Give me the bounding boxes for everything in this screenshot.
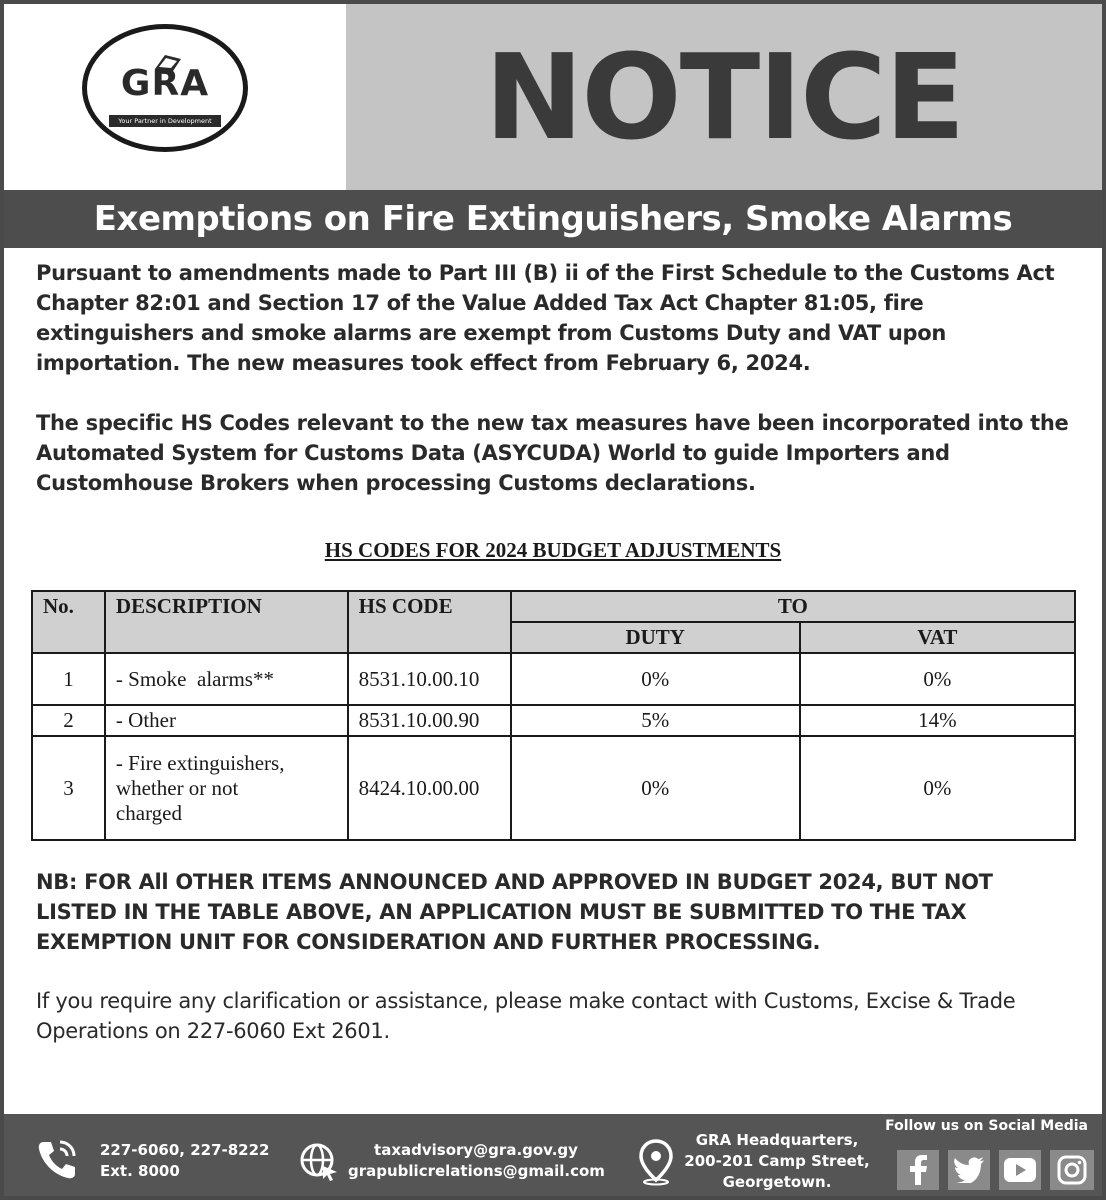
address-line: 200-201 Camp Street, (684, 1152, 870, 1170)
table-row (32, 705, 1075, 736)
youtube-icon[interactable] (999, 1150, 1041, 1190)
row-description: - Other (105, 705, 348, 736)
gra-logo (82, 24, 248, 152)
header-description: DESCRIPTION (105, 591, 348, 653)
instagram-icon[interactable] (1050, 1150, 1094, 1190)
row-vat: 0% (800, 653, 1075, 705)
contact-paragraph: If you require any clarification or assistance, please make contact with Customs, Excise & Trade Operations on 227-6060 Ext 2601. (36, 989, 1016, 1043)
footer-phone (100, 1140, 270, 1182)
phone-extension: Ext. 8000 (100, 1162, 180, 1180)
logo-tagline: Your Partner in Development (109, 115, 221, 127)
globe-icon (299, 1142, 339, 1182)
nb-note: NB: FOR All OTHER ITEMS ANNOUNCED AND APPROVED IN BUDGET 2024, BUT NOT LISTED IN THE TABLE ABOVE, AN APPLICATION MUST BE SUBMITTED TO THE TAX EXEMPTION UNIT FOR CONSIDERATION AND FURTHER PROCESSING. (36, 870, 993, 954)
twitter-icon[interactable] (948, 1150, 990, 1190)
table-row (32, 653, 1075, 705)
email-tax-advisory[interactable]: taxadvisory@gra.gov.gy (374, 1141, 578, 1159)
address-line: GRA Headquarters, (695, 1131, 859, 1149)
row-duty: 5% (511, 705, 800, 736)
footer-address (684, 1130, 870, 1193)
header-vat: VAT (800, 622, 1075, 653)
row-description-line: whether or not (115, 775, 239, 800)
header-hs-code: HS CODE (348, 591, 511, 653)
notice-subtitle: Exemptions on Fire Extinguishers, Smoke Alarms (93, 199, 1013, 239)
row-description-line: charged (115, 800, 182, 825)
row-hs-code: 8531.10.00.10 (348, 653, 511, 705)
hs-codes-table (31, 590, 1076, 841)
logo-area (4, 4, 346, 190)
subtitle-bar (4, 190, 1102, 248)
notice-banner (346, 4, 1102, 190)
footer-email (348, 1140, 604, 1182)
phone-icon (34, 1136, 80, 1182)
row-hs-code: 8424.10.00.00 (348, 736, 511, 840)
row-no: 2 (32, 705, 105, 736)
phone-numbers: 227-6060, 227-8222 (100, 1141, 270, 1159)
header (4, 4, 1102, 190)
row-description: - Smoke alarms** (105, 653, 348, 705)
row-description (105, 736, 348, 840)
paragraph-hs-codes: The specific HS Codes relevant to the new tax measures have been incorporated into the Automated System for Customs Data (ASYCUDA) World to guide Importers and Customhouse Brokers when processing Customs declarations. (36, 411, 1069, 495)
table-title: HS CODES FOR 2024 BUDGET ADJUSTMENTS (324, 538, 782, 562)
facebook-icon[interactable] (897, 1150, 939, 1190)
social-label: Follow us on Social Media (885, 1118, 1088, 1134)
row-hs-code: 8531.10.00.90 (348, 705, 511, 736)
paragraph-amendments: Pursuant to amendments made to Part III (B) ii of the First Schedule to the Customs Act Chapter 82:01 and Section 17 of the Value Added Tax Act Chapter 81:05, fire extinguishers and smoke alarms are exempt from Customs Duty and VAT upon importation. The new measures took effect from February 6, 2024. (36, 261, 1055, 375)
table-row (32, 736, 1075, 840)
location-pin-icon (636, 1138, 676, 1186)
header-duty: DUTY (511, 622, 800, 653)
row-no: 3 (32, 736, 105, 840)
row-duty: 0% (511, 736, 800, 840)
row-no: 1 (32, 653, 105, 705)
row-vat: 0% (800, 736, 1075, 840)
footer (4, 1114, 1102, 1196)
header-to: TO (511, 591, 1075, 622)
address-line: Georgetown. (722, 1173, 832, 1191)
email-public-relations[interactable]: grapublicrelations@gmail.com (348, 1162, 605, 1180)
row-description-line: - Fire extinguishers, (115, 750, 285, 775)
row-duty: 0% (511, 653, 800, 705)
row-vat: 14% (800, 705, 1075, 736)
header-no: No. (32, 591, 105, 653)
logo-letters: GRA (120, 63, 210, 104)
notice-title: NOTICE (484, 28, 964, 166)
